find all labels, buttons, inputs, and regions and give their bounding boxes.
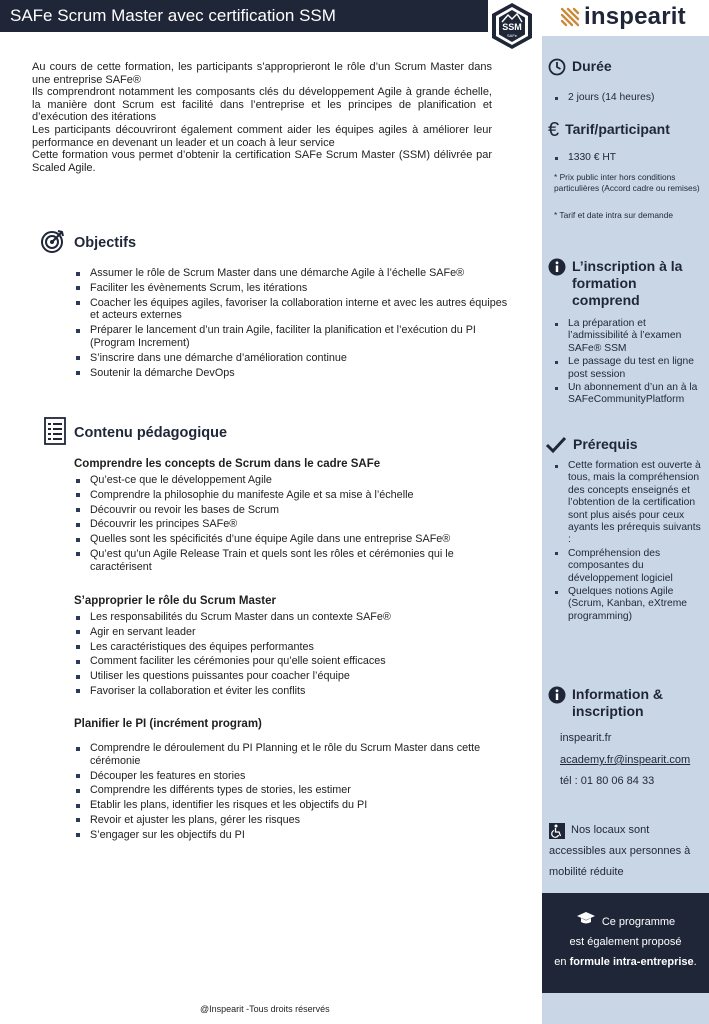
list-item: S’inscrire dans une démarche d’amélioration continue — [74, 352, 514, 365]
euro-icon: € — [548, 119, 560, 141]
tarif-note-1: * Prix public inter hors conditions particulières (Accord cadre ou remises) — [554, 172, 700, 193]
clock-icon — [548, 58, 566, 80]
tarif-heading: € Tarif/participant — [548, 119, 670, 141]
objectifs-list — [74, 267, 514, 381]
info-icon — [548, 258, 566, 280]
ssm-badge — [490, 2, 534, 50]
prerequis-heading: Prérequis — [545, 436, 638, 458]
list-item: Comprendre la philosophie du manifeste Agile et sa mise à l’échelle — [74, 489, 514, 502]
inspearit-logo — [560, 2, 686, 32]
inscription-list — [554, 318, 704, 407]
contenu-heading: Contenu pédagogique — [44, 417, 227, 449]
contenu-list-1 — [74, 474, 514, 576]
information-heading: Information & inscription — [548, 686, 700, 720]
list-item: Utiliser les questions puissantes pour coacher l’équipe — [74, 670, 514, 683]
contenu-subheading-2: S’approprier le rôle du Scrum Master — [74, 595, 276, 607]
objectifs-heading: Objectifs — [40, 228, 136, 258]
list-item: Comprendre le déroulement du PI Planning et le rôle du Scrum Master dans cette cérémonie — [74, 742, 514, 768]
list-item: Compréhension des composantes du développement logiciel — [554, 548, 704, 585]
list-item: Qu’est qu’un Agile Release Train et quels sont les rôles et cérémonies qui le caractérisent — [74, 548, 514, 574]
badge-sub-text: SAFe — [506, 33, 518, 38]
list-item: La préparation et l’admissibilité à l’examen SAFe® SSM — [554, 318, 704, 355]
list-item: Les caractéristiques des équipes performantes — [74, 641, 514, 654]
list-item: Agir en servant leader — [74, 626, 514, 639]
footer-copyright: @Inspearit -Tous droits réservés — [200, 1004, 330, 1014]
list-item: Préparer le lancement d’un train Agile, faciliter la planification et l’exécution du PI (Program Increment) — [74, 324, 514, 350]
logo-text: inspearit — [584, 3, 686, 30]
wheelchair-icon — [549, 823, 565, 839]
list-item: Cette formation est ouverte à tous, mais la compréhension des concepts enseignés et l’obtention de la certification sont plus aisés pour ceux ayants les prérequis suivants : — [554, 460, 704, 547]
list-item: Découvrir ou revoir les bases de Scrum — [74, 504, 514, 517]
inscription-heading: L’inscription à la formation comprend — [548, 258, 700, 309]
intro-text: Au cours de cette formation, les participants s’approprieront le rôle d’un Scrum Master dans une entreprise SAFe® Ils comprendront notamment les composants clés du développement Agile à grande échelle, la manière dont Scrum est facilité dans l’entreprise et les principes de planification et d’exécution des itérations Les participants découvriront également comment aider les équipes agiles à améliorer leur performance en devenant un leader et un coach à leur service Cette formation vous permet d’obtenir la certification SAFe Scrum Master (SSM) délivrée par Scaled Agile. — [32, 61, 492, 174]
list-item: S’engager sur les objectifs du PI — [74, 829, 514, 842]
list-item: Les responsabilités du Scrum Master dans un contexte SAFe® — [74, 611, 514, 624]
list-item: Revoir et ajuster les plans, gérer les risques — [74, 814, 514, 827]
info-email-link[interactable]: academy.fr@inspearit.com — [560, 754, 691, 766]
contenu-subheading-3: Planifier le PI (incrément program) — [74, 718, 262, 730]
tarif-list — [554, 152, 704, 164]
info-icon — [548, 686, 566, 708]
list-item: Coacher les équipes agiles, favoriser la collaboration interne et avec les autres équipes et acteurs externes — [74, 297, 514, 323]
contenu-list-2 — [74, 611, 514, 700]
list-item: Comment faciliter les cérémonies pour qu’elle soient efficaces — [74, 655, 514, 668]
contenu-subheading-1: Comprendre les concepts de Scrum dans le cadre SAFe — [74, 458, 381, 470]
duree-list — [554, 92, 704, 104]
tarif-note-2: * Tarif et date intra sur demande — [554, 210, 674, 220]
list-item: Le passage du test en ligne post session — [554, 356, 704, 381]
checklist-icon — [44, 417, 66, 449]
list-item: Soutenir la démarche DevOps — [74, 367, 514, 380]
list-item: Découper les features en stories — [74, 770, 514, 783]
list-item: Etablir les plans, identifier les risques et les objectifs du PI — [74, 799, 514, 812]
intra-programme-box: Ce programme est également proposé en formule intra-entreprise. — [542, 893, 709, 993]
list-item: 1330 € HT — [554, 152, 704, 164]
list-item: Un abonnement d’un an à la SAFeCommunityPlatform — [554, 382, 704, 407]
contenu-list-3 — [74, 742, 514, 844]
list-item: 2 jours (14 heures) — [554, 92, 704, 104]
checkmark-icon — [545, 436, 567, 458]
badge-main-text: SSM — [502, 22, 522, 32]
target-icon — [40, 228, 66, 258]
page-title: SAFe Scrum Master avec certification SSM — [0, 0, 488, 32]
list-item: Qu’est-ce que le développement Agile — [74, 474, 514, 487]
info-phone: tél : 01 80 06 84 33 — [560, 775, 655, 787]
list-item: Assumer le rôle de Scrum Master dans une démarche Agile à l’échelle SAFe® — [74, 267, 514, 280]
list-item: Quelles sont les spécificités d’une équipe Agile dans une entreprise SAFe® — [74, 533, 514, 546]
info-site-link[interactable]: inspearit.fr — [560, 732, 612, 744]
list-item: Découvrir les principes SAFe® — [74, 518, 514, 531]
list-item: Faciliter les évènements Scrum, les itérations — [74, 282, 514, 295]
duree-heading: Durée — [548, 58, 612, 80]
logo-mark-icon — [560, 6, 580, 28]
list-item: Quelques notions Agile (Scrum, Kanban, eXtreme programming) — [554, 586, 704, 623]
prerequis-list — [554, 460, 704, 623]
list-item: Favoriser la collaboration et éviter les conflits — [74, 685, 514, 698]
graduation-cap-icon — [576, 911, 596, 932]
list-item: Comprendre les différents types de stories, les estimer — [74, 784, 514, 797]
accessibility-note: Nos locaux sont accessibles aux personnes à mobilité réduite — [549, 824, 691, 878]
